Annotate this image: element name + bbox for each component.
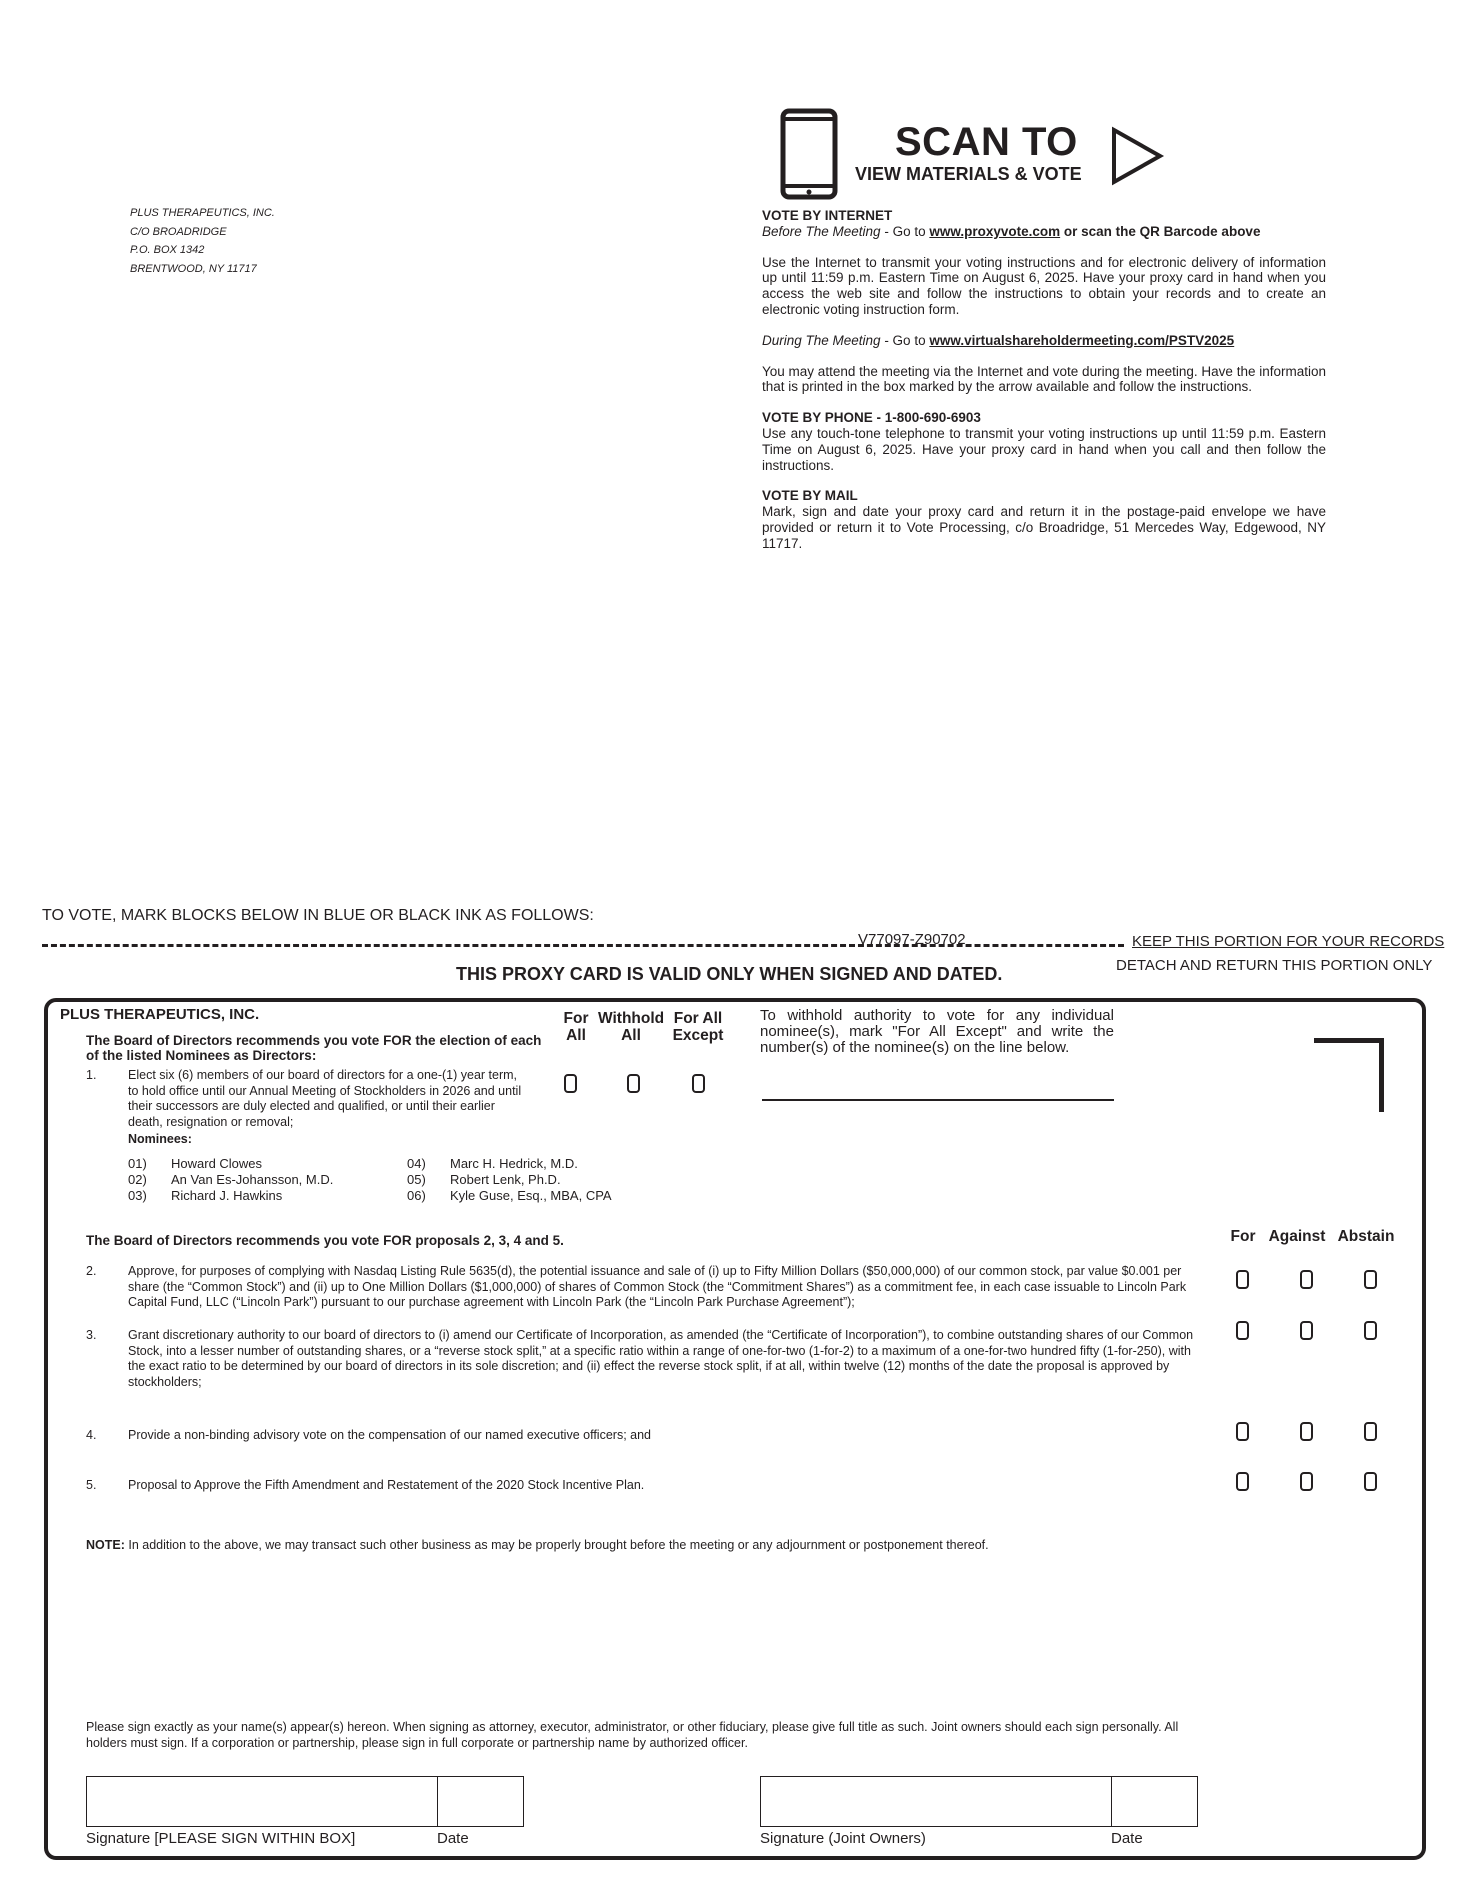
scan-to-vote-banner [780,108,1180,192]
nominee-name: Marc H. Hedrick, M.D. [450,1156,578,1171]
checkbox-withhold-all[interactable] [627,1074,640,1093]
joint-date-label: Date [1111,1830,1143,1847]
nominee-name: An Van Es-Johansson, M.D. [171,1172,334,1187]
address-line: PLUS THERAPEUTICS, INC. [130,207,275,219]
virtual-meeting-link[interactable]: www.virtualshareholdermeeting.com/PSTV2025 [929,332,1235,348]
item-number: 1. [86,1068,97,1082]
date-label: Date [437,1830,469,1847]
col-for-all-except: For All Except [672,1010,724,1044]
return-address [130,204,275,278]
checkbox-p5-for[interactable] [1236,1472,1249,1491]
phone-heading: VOTE BY PHONE - 1-800-690-6903 [762,410,981,426]
proposal-4-text: Provide a non-binding advisory vote on the compensation of our named executive officers; and [128,1428,652,1442]
nominee-name: Howard Clowes [171,1156,263,1171]
checkbox-for-all[interactable] [564,1074,577,1093]
note-text: In addition to the above, we may transact such other business as may be properly brought before the meeting or any adjournment or postponement thereof. [124,1538,989,1552]
address-line: BRENTWOOD, NY 11717 [130,262,257,275]
checkbox-p2-abstain[interactable] [1364,1270,1377,1289]
checkbox-p5-against[interactable] [1300,1472,1313,1491]
mail-heading: VOTE BY MAIL [762,488,858,504]
before-meeting-line [762,224,1326,240]
voting-instructions [762,208,1326,567]
qr-instruction: or scan the QR Barcode above [1060,223,1261,239]
proposal-2-text: Approve, for purposes of complying with Nasdaq Listing Rule 5635(d), the potential issuance and sale of (i) up to Fifty Million Dollars ($50,000,000) of our common stock, par value $0.001 per share (the “Common Stock”) and (ii) up to One Million Dollars ($1,000,000) of shares of Common Stock (the “Commitment Shares”) as a commitment fee, in each case issuable to Lincoln Park Capital Fund, LLC (“Lincoln Park”) pursuant to our purchase agreement with Lincoln Park (the “Lincoln Park Purchase Agreement”); [128,1264,1187,1309]
signing-instructions: Please sign exactly as your name(s) appear(s) hereon. When signing as attorney, executor, administrator, or other fiduciary, please give full title as such. Joint owners should each sign personally. All holders must sign. If a corporation or partnership, please sign in full corporate or partnership name by authorized officer. [86,1720,1179,1750]
proposals-recommendation: The Board of Directors recommends you vote FOR proposals 2, 3, 4 and 5. [86,1233,564,1248]
during-meeting-line [762,333,1326,349]
internet-heading: VOTE BY INTERNET [762,208,893,223]
proposal-3-text: Grant discretionary authority to our board of directors to (i) amend our Certificate of Incorporation, as amended (the “Certificate of Incorporation”), to combine outstanding shares of our Common Stock, into a lesser number of outstanding shares, or a “reverse stock split,” at a specific ratio within a range of one-for-two (1-for-2) to a maximum of a one-for-two hundred fifty (1-for-250), with the exact ratio to be determined by our board of directors in its sole discretion; and (ii) effect the reverse stock split, if at all, within twelve (12) months of the date the proposal is approved by stockholders; [128,1328,1194,1389]
mail-body: Mark, sign and date your proxy card and return it in the postage-paid envelope we have provided or return it to Vote Processing, c/o Broadridge, 51 Mercedes Way, Edgewood, NY 11717. [762,504,1326,551]
checkbox-p4-against[interactable] [1300,1422,1313,1441]
company-name: PLUS THERAPEUTICS, INC. [60,1006,260,1023]
col-against: Against [1268,1228,1326,1245]
checkbox-p3-abstain[interactable] [1364,1321,1377,1340]
checkbox-p2-for[interactable] [1236,1270,1249,1289]
mark-instructions: TO VOTE, MARK BLOCKS BELOW IN BLUE OR BLACK INK AS FOLLOWS: [42,907,594,924]
directors-recommendation: The Board of Directors recommends you vote FOR the election of each of the listed Nominees as Directors: [86,1033,542,1063]
nominees-label: Nominees: [128,1132,192,1146]
item-1-text: Elect six (6) members of our board of directors for a one-(1) year term, to hold office until our Annual Meeting of Stockholders in 2026 and until their successors are duly elected and qualified, or until their earlier death, resignation or removal; [128,1068,522,1129]
valid-notice: THIS PROXY CARD IS VALID ONLY WHEN SIGNED AND DATED. [456,964,1003,984]
checkbox-p3-for[interactable] [1236,1321,1249,1340]
checkbox-p5-abstain[interactable] [1364,1472,1377,1491]
keep-portion-label: KEEP THIS PORTION FOR YOUR RECORDS [1132,933,1445,950]
during-meeting-label: During The Meeting [762,332,881,348]
col-for-all: For All [563,1010,589,1044]
date-box[interactable] [437,1776,524,1827]
item-number: 2. [86,1264,97,1278]
joint-signature-box[interactable] [760,1776,1112,1827]
col-for: For [1230,1228,1256,1245]
address-line: C/O BROADRIDGE [130,225,227,238]
goto-text: - Go to [880,223,930,239]
nominee-name: Kyle Guse, Esq., MBA, CPA [450,1188,612,1203]
checkbox-p2-against[interactable] [1300,1270,1313,1289]
goto-text: - Go to [880,332,930,348]
item-number: 3. [86,1328,97,1342]
checkbox-for-all-except[interactable] [692,1074,705,1093]
nominee-number: 05) [407,1172,426,1187]
play-arrow-icon [1110,126,1166,186]
scan-title: SCAN TO [895,120,1078,164]
corner-mark [1314,1038,1384,1112]
proposal-5-text: Proposal to Approve the Fifth Amendment and Restatement of the 2020 Stock Incentive Plan. [128,1478,645,1492]
scan-subtitle: VIEW MATERIALS & VOTE [855,164,1082,184]
item-number: 4. [86,1428,97,1442]
note [86,1538,989,1552]
phone-body: Use any touch-tone telephone to transmit your voting instructions up until 11:59 p.m. Eastern Time on August 6, 2025. Have your proxy card in hand when you call and then follow the instructions. [762,425,1326,473]
detach-portion-label: DETACH AND RETURN THIS PORTION ONLY [1116,957,1433,974]
nominee-number: 02) [128,1172,147,1187]
signature-label: Signature [PLEASE SIGN WITHIN BOX] [86,1830,356,1847]
nominee-number: 04) [407,1156,426,1171]
smartphone-icon [780,108,838,200]
nominee-number: 03) [128,1188,147,1203]
nominee-name: Robert Lenk, Ph.D. [450,1172,561,1187]
joint-date-box[interactable] [1111,1776,1198,1827]
control-number: V77097-Z90702 [858,931,966,948]
during-meeting-body: You may attend the meeting via the Internet and vote during the meeting. Have the information that is printed in the box marked by the arrow available and follow the instructions. [762,363,1326,395]
nominee-number: 06) [407,1188,426,1203]
checkbox-p4-abstain[interactable] [1364,1422,1377,1441]
nominee-name: Richard J. Hawkins [171,1188,283,1203]
note-label: NOTE: [86,1538,125,1552]
checkbox-p4-for[interactable] [1236,1422,1249,1441]
address-line: P.O. BOX 1342 [130,244,205,256]
proxyvote-link[interactable]: www.proxyvote.com [929,223,1061,239]
internet-body: Use the Internet to transmit your voting instructions and for electronic delivery of information up until 11:59 p.m. Eastern Time on August 6, 2025. Have your proxy card in hand when you access the web site and follow the instructions to obtain your records and to create an electronic voting instruction form. [762,254,1326,317]
nominee-number: 01) [128,1156,147,1171]
joint-signature-label: Signature (Joint Owners) [760,1830,926,1847]
item-number: 5. [86,1478,97,1492]
before-meeting-label: Before The Meeting [762,223,881,239]
checkbox-p3-against[interactable] [1300,1321,1313,1340]
signature-box[interactable] [86,1776,438,1827]
withhold-instructions: To withhold authority to vote for any individual nominee(s), mark "For All Except" and write the number(s) of the nominee(s) on the line below. [760,1007,1114,1056]
col-withhold-all: Withhold All [598,1010,665,1044]
col-abstain: Abstain [1337,1228,1395,1245]
nominee-exception-line[interactable] [762,1099,1114,1101]
